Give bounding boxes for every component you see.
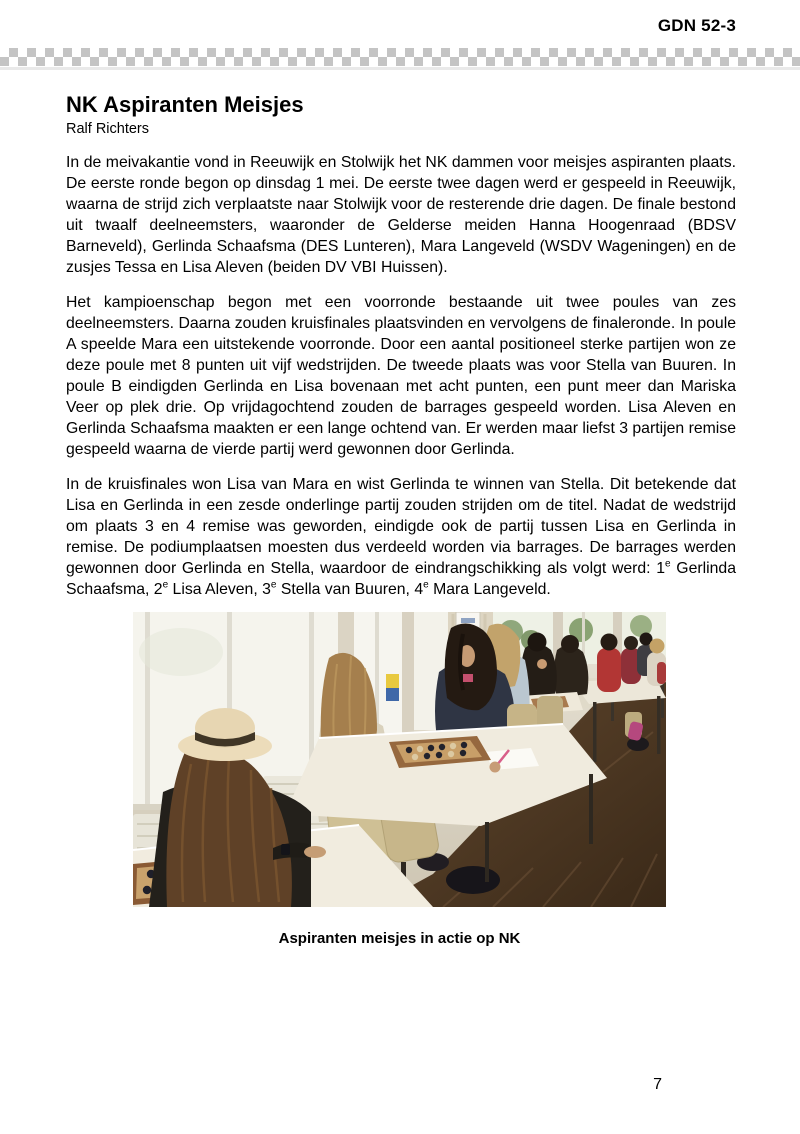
tournament-photo <box>133 612 666 907</box>
paragraph-1: In de meivakantie vond in Reeuwijk en Stolwijk het NK dammen voor meisjes aspiranten plaats. De eerste ronde begon op dinsdag 1 mei. De eerste twee dagen werd er gespeeld in Reeuwijk, waarna de strijd zich verplaatste naar Stolwijk voor de resterende drie dagen. De finale bestond uit twaalf deelneemsters, waaronder de Gelderse meiden Hanna Hoogenraad (BDSV Barneveld), Gerlinda Schaafsma (DES Lunteren), Mara Langeveld (WSDV Wageningen) en de zusjes Tessa en Lisa Aleven (beiden DV VBI Huissen). <box>66 154 736 276</box>
players-far-group <box>597 633 666 693</box>
checker-band-shadow <box>0 67 800 70</box>
photo-illustration <box>133 612 666 907</box>
paragraph-2: Het kampioenschap begon met een voorronde bestaande uit twee poules van zes deelneemsters. Daarna zouden kruisfinales plaatsvinden en vervolgens de finaleronde. In poule A speelde Mara een uitstekende voorronde. Door een aantal positioneel sterke partijen won ze deze poule met 8 punten uit vijf wedstrijden. De tweede plaats was voor Stella van Buuren. In poule B eindigden Gerlinda en Lisa bovenaan met acht punten, een punt meer dan Mariska Veer op plek drie. Op vrijdagochtend zouden de barrages gespeeld worden. Lisa Aleven en Gerlinda Schaafsma maakten er een lange ochtend van. Er werden maar liefst 3 partijen remise gespeeld waarna de vierde partij werd gewonnen door Gerlinda. <box>66 294 736 458</box>
page-number: 7 <box>653 1076 662 1093</box>
article-author: Ralf Richters <box>66 121 149 137</box>
article-title: NK Aspiranten Meisjes <box>66 92 304 117</box>
paragraph-3: In de kruisfinales won Lisa van Mara en wist Gerlinda te winnen van Stella. Dit betekende dat Lisa en Gerlinda in een zesde onderlinge partij zouden strijden om de titel. Nadat de wedstrijd om plaats 3 en 4 remise was geworden, eindigde ook de partij tussen Lisa en Gerlinda in remise. De podiumplaatsen moesten dus verdeeld worden via barrages. De barrages werden gewonnen door Gerlinda en Stella, waardoor de eindrangschikking als volgt werd: 1e Gerlinda Schaafsma, 2e Lisa Aleven, 3e Stella van Buuren, 4e Mara Langeveld. <box>66 476 736 598</box>
article <box>66 92 736 947</box>
checker-band <box>0 48 800 66</box>
photo-caption: Aspiranten meisjes in actie op NK <box>278 930 521 947</box>
issue-label: GDN 52-3 <box>657 16 736 35</box>
photo-figure <box>133 612 666 947</box>
